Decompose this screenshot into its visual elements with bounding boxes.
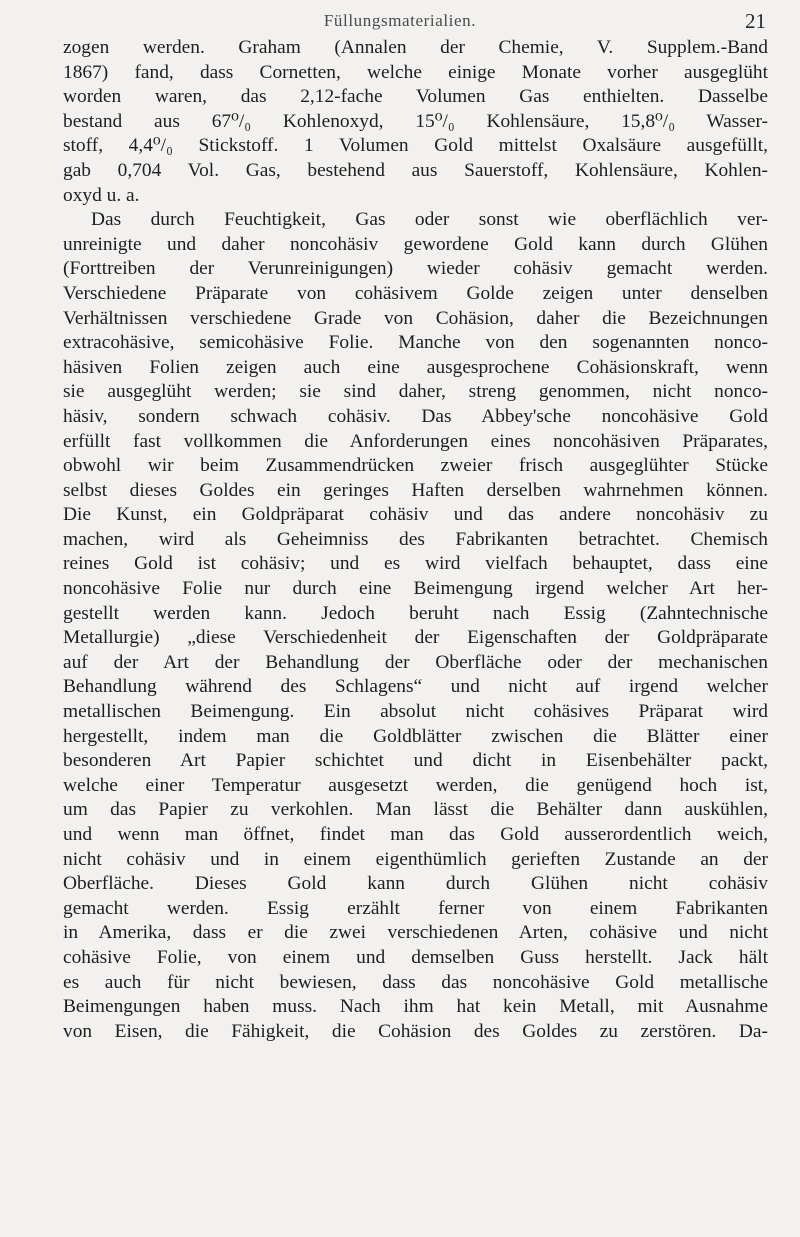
text-line: Beimengungen haben muss. Nach ihm hat kein Metall, mit Ausnahme bbox=[63, 996, 768, 1018]
running-head bbox=[0, 6, 800, 36]
text-line: cohäsive Folie, von einem und demselben Guss herstellt. Jack hält bbox=[63, 946, 768, 968]
text-line: machen, wird als Geheimniss des Fabrikanten betrachtet. Chemisch bbox=[63, 528, 768, 550]
text-line: sie ausgeglüht werden; sie sind daher, streng genommen, nicht nonco- bbox=[63, 381, 768, 403]
text-line: hergestellt, indem man die Goldblätter zwischen die Blätter einer bbox=[63, 725, 768, 747]
text-line: obwohl wir beim Zusammendrücken zweier frisch ausgeglühter Stücke bbox=[63, 455, 768, 477]
text-line: Behandlung während des Schlagens“ und nicht auf irgend welcher bbox=[63, 676, 768, 698]
text-line: nicht cohäsiv und in einem eigenthümlich gerieften Zustande an der bbox=[63, 848, 768, 870]
page-number: 21 bbox=[745, 9, 766, 33]
text-line: stoff, 4,4⁰/₀ Stickstoff. 1 Volumen Gold mittelst Oxalsäure ausgefüllt, bbox=[63, 135, 768, 157]
text-line: zogen werden. Graham (Annalen der Chemie, V. Supplem.-Band bbox=[63, 37, 768, 58]
text-line: gestellt werden kann. Jedoch beruht nach Essig (Zahntechnische bbox=[63, 602, 768, 624]
text-line: noncohäsive Folie nur durch eine Beimengung irgend welcher Art her- bbox=[63, 578, 768, 600]
text-line: um das Papier zu verkohlen. Man lässt die Behälter dann auskühlen, bbox=[63, 799, 768, 821]
text-line: reines Gold ist cohäsiv; und es wird vielfach behauptet, dass eine bbox=[63, 553, 768, 575]
text-line: und wenn man öffnet, findet man das Gold ausserordentlich weich, bbox=[63, 824, 768, 845]
text-line: häsiven Folien zeigen auch eine ausgesprochene Cohäsionskraft, wenn bbox=[63, 356, 768, 378]
text-line: gemacht werden. Essig erzählt ferner von einem Fabrikanten bbox=[63, 897, 768, 919]
text-line: unreinigte und daher noncohäsiv gewordene Gold kann durch Glühen bbox=[63, 233, 768, 255]
text-line: Verschiedene Präparate von cohäsivem Golde zeigen unter denselben bbox=[63, 282, 768, 304]
text-line: häsiv, sondern schwach cohäsiv. Das Abbey'sche noncohäsive Gold bbox=[63, 405, 768, 427]
text-line: bestand aus 67⁰/₀ Kohlenoxyd, 15⁰/₀ Kohlensäure, 15,8⁰/₀ Wasser- bbox=[63, 110, 768, 132]
text-line: Die Kunst, ein Goldpräparat cohäsiv und das andere noncohäsiv zu bbox=[63, 504, 768, 526]
text-line: es auch für nicht bewiesen, dass das noncohäsive Gold metallische bbox=[63, 971, 768, 993]
text-line: oxyd u. a. bbox=[63, 184, 140, 206]
text-line: welche einer Temperatur ausgesetzt werden, die genügend hoch ist, bbox=[63, 774, 768, 796]
text-line: besonderen Art Papier schichtet und dicht in Eisenbehälter packt, bbox=[63, 750, 768, 772]
paragraph-start: Das durch Feuchtigkeit, Gas oder sonst wie oberflächlich ver- bbox=[91, 209, 768, 231]
text-line: (Forttreiben der Verunreinigungen) wieder cohäsiv gemacht werden. bbox=[63, 258, 768, 280]
text-line: selbst dieses Goldes ein geringes Haften derselben wahrnehmen können. bbox=[63, 479, 768, 501]
text-line: von Eisen, die Fähigkeit, die Cohäsion des Goldes zu zerstören. Da- bbox=[63, 1020, 768, 1042]
text-line: Metallurgie) „diese Verschiedenheit der Eigenschaften der Goldpräparate bbox=[63, 627, 768, 649]
text-line: Oberfläche. Dieses Gold kann durch Glühen nicht cohäsiv bbox=[63, 873, 768, 895]
text-line: auf der Art der Behandlung der Oberfläche oder der mechanischen bbox=[63, 651, 768, 673]
text-line: erfüllt fast vollkommen die Anforderungen eines noncohäsiven Präparates, bbox=[63, 430, 768, 452]
text-line: in Amerika, dass er die zwei verschiedenen Arten, cohäsive und nicht bbox=[63, 922, 768, 944]
running-title: Füllungsmaterialien. bbox=[323, 11, 477, 30]
text-line: worden waren, das 2,12-fache Volumen Gas enthielten. Dasselbe bbox=[63, 86, 768, 108]
text-line: 1867) fand, dass Cornetten, welche einige Monate vorher ausgeglüht bbox=[63, 61, 768, 83]
text-line: gab 0,704 Vol. Gas, bestehend aus Sauerstoff, Kohlensäure, Kohlen- bbox=[63, 159, 768, 181]
body-text bbox=[63, 36, 768, 1044]
text-line: metallischen Beimengung. Ein absolut nicht cohäsives Präparat wird bbox=[63, 701, 768, 723]
text-line: extracohäsive, semicohäsive Folie. Manche von den sogenannten nonco- bbox=[63, 332, 768, 354]
text-line: Verhältnissen verschiedene Grade von Cohäsion, daher die Bezeichnungen bbox=[63, 307, 768, 329]
